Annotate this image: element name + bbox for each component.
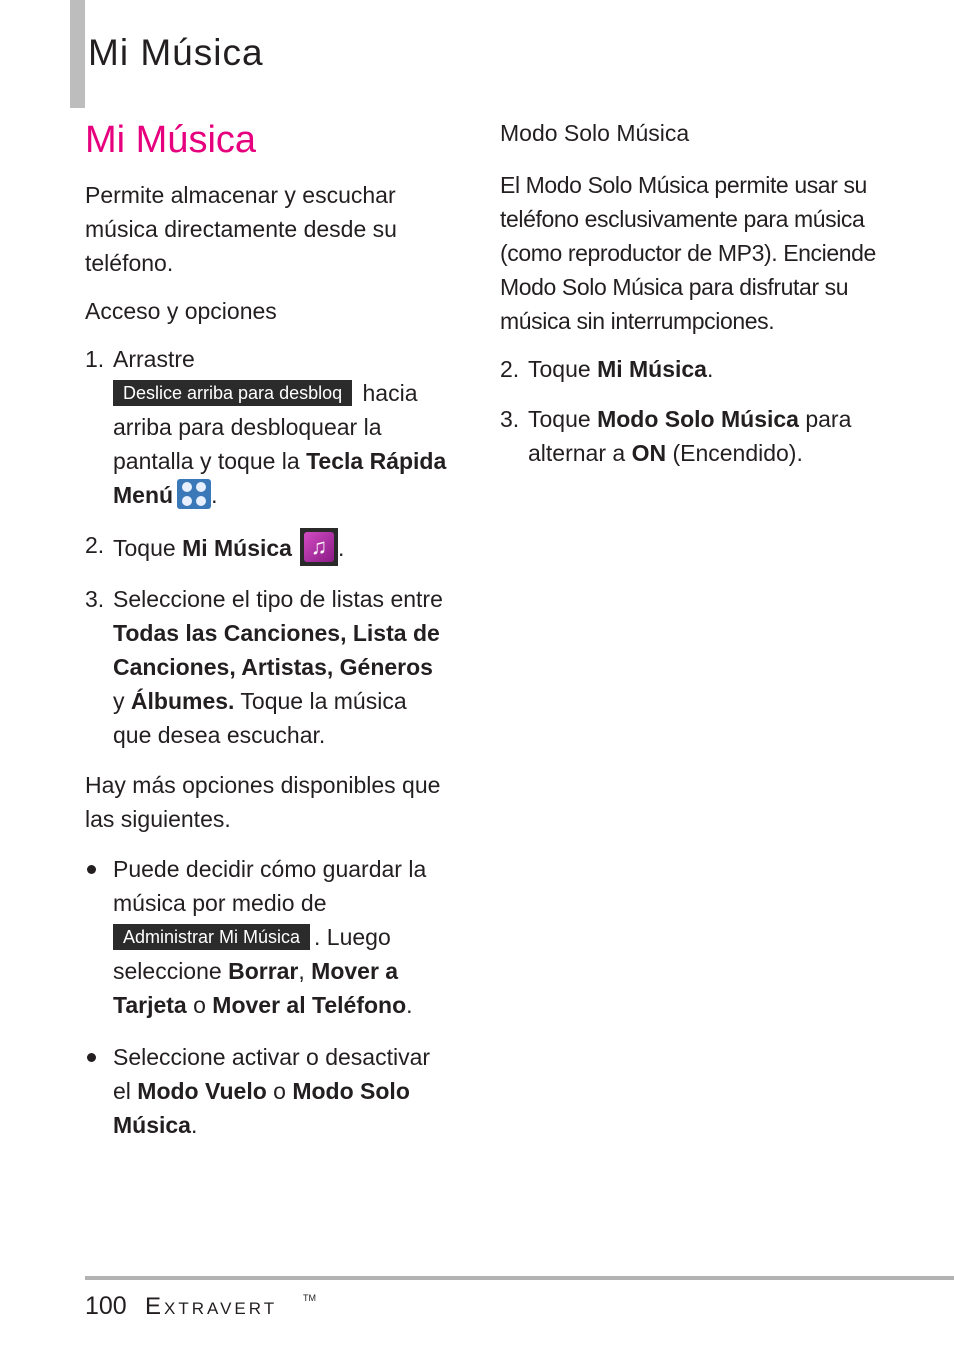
running-header-title: Mi Música: [88, 32, 264, 73]
list-type-albums: Álbumes.: [130, 687, 235, 714]
left-column: [85, 112, 450, 1160]
footer-brand: Extravert: [145, 1293, 278, 1320]
option-move-to-card: Mover a Tarjeta: [113, 957, 399, 1018]
step-end: .: [706, 356, 714, 382]
bullet-text: ,: [298, 957, 305, 984]
bullet-text: o: [193, 991, 206, 1018]
step-number: 3.: [85, 585, 105, 612]
option-move-to-phone: Mover al Teléfono: [212, 991, 407, 1018]
unlock-slider-label: Deslice arriba para desbloq: [113, 380, 352, 406]
step-number: 1.: [85, 345, 105, 372]
step-key-name: Tecla Rápida Menú: [113, 447, 447, 508]
step-text: y: [113, 687, 125, 714]
option-music-only-mode: Modo Solo Música: [113, 1077, 410, 1138]
step-text: para alternar a: [528, 406, 852, 466]
page-title: Mi Música: [85, 119, 257, 161]
header-tab-bar: [70, 0, 85, 108]
option-delete: Borrar: [228, 957, 299, 984]
right-column: [500, 112, 920, 486]
step-text: hacia arriba para desbloquear la pantalla y toque la: [113, 379, 418, 474]
more-options-paragraph: Hay más opciones disponibles que las siguientes.: [85, 771, 441, 832]
bullet-item-modes: [85, 1040, 450, 1142]
step-2: [85, 528, 450, 566]
step-text: Toque: [113, 534, 176, 561]
bullet-text: Puede decidir cómo guardar la música por medio de: [113, 855, 427, 916]
footer-divider: [85, 1276, 954, 1280]
step-3: [85, 582, 450, 752]
intro-paragraph: Permite almacenar y escuchar música directamente desde su teléfono.: [85, 181, 397, 276]
manage-music-label: Administrar Mi Música: [113, 924, 310, 950]
on-state-label: ON: [631, 440, 667, 466]
bullet-text: o: [273, 1077, 286, 1104]
bullet-text: .: [190, 1111, 198, 1138]
step-text: Toque: [528, 356, 591, 382]
step-1: [85, 342, 450, 512]
bullet-text: . Luego seleccione: [113, 923, 391, 984]
bullet-item-storage: [85, 852, 450, 1022]
music-note-icon: ♫: [300, 528, 338, 566]
page-number: 100: [85, 1292, 127, 1320]
menu-grid-icon: [177, 479, 211, 509]
step-text: (Encendido).: [672, 440, 803, 466]
step-end: .: [211, 481, 218, 508]
step-key-name: Modo Solo Música: [597, 406, 799, 432]
step-number: 2.: [85, 531, 105, 558]
step-2-right: [500, 352, 920, 386]
trademark-symbol: TM: [303, 1293, 316, 1303]
step-end: .: [337, 534, 345, 561]
step-number: 2.: [500, 356, 520, 382]
music-only-description: El Modo Solo Música permite usar su teléfono esclusivamente para música (como reproductor de MP3). Enciende Modo Solo Música para disfrutar su música sin interrumpciones.: [500, 172, 876, 334]
step-key-name: Mi Música: [182, 534, 292, 561]
option-flight-mode: Modo Vuelo: [137, 1077, 267, 1104]
step-text: Seleccione el tipo de listas entre: [113, 585, 443, 612]
step-text: Toque la música que desea escuchar.: [113, 687, 407, 748]
bullet-text: .: [406, 991, 413, 1018]
bullet-dot: [87, 865, 96, 874]
section-heading-music-only: Modo Solo Música: [500, 120, 690, 146]
step-text: Arrastre: [113, 345, 195, 372]
step-key-name: Mi Música: [597, 356, 707, 382]
step-3-right: [500, 402, 920, 470]
list-type-names: Todas las Canciones, Lista de Canciones, Artistas, Géneros: [113, 619, 440, 680]
bullet-dot: [87, 1053, 96, 1062]
section-heading-access: Acceso y opciones: [85, 297, 277, 324]
step-text: Toque: [528, 406, 591, 432]
step-number: 3.: [500, 406, 520, 432]
bullet-text: Seleccione activar o desactivar el: [113, 1043, 431, 1104]
